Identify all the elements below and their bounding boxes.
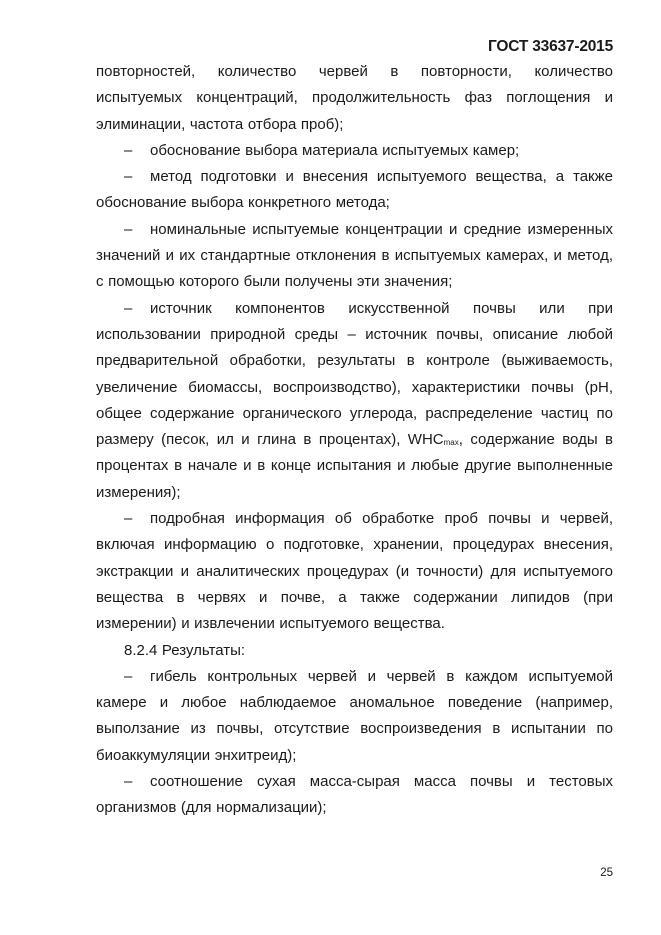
list-item-text: номинальные испытуемые концентрации и средние измеренных значений и их стандартные отклонения в испытуемых камерах, и метод, с помощью которого были получены эти значения; [96,220,613,291]
list-item [96,164,613,217]
list-dash: – [124,299,133,317]
list-dash: – [124,220,133,238]
paragraph-continuation: повторностей, количество червей в повторности, количество испытуемых концентраций, продолжительность фаз поглощения и элиминации, частота отбора проб); [96,63,613,133]
page-number: 25 [600,867,613,879]
list-dash: – [124,773,133,791]
list-item-text: подробная информация об обработке проб почвы и червей, включая информацию о подготовке, хранении, процедурах внесения, экстракции и аналитических процедурах (и точности) для испытуемого вещества в червях и почве, а также содержании липидов (при измерении) и извлечении испытуемого вещества. [96,510,613,633]
list-dash: – [124,168,133,186]
list-item-text: соотношение сухая масса-сырая масса почвы и тестовых организмов (для нормализации); [96,773,613,817]
list-item [96,506,613,637]
list-dash: – [124,141,133,159]
subscript-max: max [443,438,459,448]
list-item-text: гибель контрольных червей и червей в каждом испытуемой камере и любое наблюдаемое аномальное поведение (например, выползание из почвы, отсутствие воспроизведения в испытании по биоаккумуляции энхитреид); [96,667,613,764]
document-header-id: ГОСТ 33637-2015 [488,38,613,55]
list-item [96,296,613,506]
list-item-text: обоснование выбора материала испытуемых камер; [150,141,520,159]
list-dash: – [124,510,133,528]
list-item-text: источник компонентов искусственной почвы или при использовании природной среды – источник почвы, описание любой предварительной обработки, результаты в контроле (выживаемость, увеличение биомассы, воспроизводство), характеристики почвы (pH, общее содержание органического углерода, распределение частиц по размеру (песок, ил и глина в процентах), WHC [96,299,613,449]
list-item-text-continued: , содержание воды в процентах в начале и в конце испытания и любые другие выполненные измерения); [96,431,613,501]
list-item [96,217,613,296]
list-dash: – [124,667,133,685]
list-item-text: метод подготовки и внесения испытуемого вещества, а также обоснование выбора конкретного метода; [96,168,613,212]
list-item [96,664,613,769]
document-body [96,59,613,822]
list-item [96,138,613,164]
section-heading: 8.2.4 Результаты: [124,641,246,659]
list-item [96,769,613,822]
